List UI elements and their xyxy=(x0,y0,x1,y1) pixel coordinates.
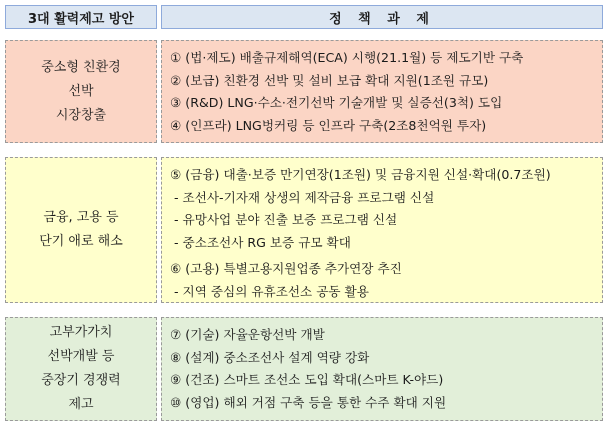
row-label-line: 단기 애로 해소 xyxy=(39,234,123,249)
row-label-line: 중장기 경쟁력 xyxy=(41,373,121,388)
row-body-long-term-competitiveness xyxy=(161,317,603,421)
header-strategy: 3대 활력제고 방안 xyxy=(5,5,157,29)
row-label-line: 중소형 친환경 xyxy=(41,59,121,75)
row-body-short-term-relief xyxy=(161,157,603,303)
policy-item: ③ (R&D) LNG·수소·전기선박 기술개발 및 실증선(3척) 도입 xyxy=(170,95,503,110)
policy-table xyxy=(5,5,603,421)
policy-item: ① (법·제도) 배출규제해역(ECA) 시행(21.1월) 등 제도기반 구축 xyxy=(170,50,524,65)
policy-subitem: - 조선사-기자재 상생의 제작금융 프로그램 신설 xyxy=(174,189,435,205)
row-label-line: 고부가가치 xyxy=(49,325,113,340)
policy-subitem: - 중소조선사 RG 보증 규모 확대 xyxy=(174,234,351,250)
row-label-line: 제고 xyxy=(68,397,94,412)
row-label-short-term-relief xyxy=(5,157,157,303)
policy-subitem: - 유망사업 분야 진출 보증 프로그램 신설 xyxy=(174,212,398,227)
policy-item: ④ (인프라) LNG벙커링 등 인프라 구축(2조8천억원 투자) xyxy=(170,117,487,133)
row-label-eco-ship-market xyxy=(5,40,157,143)
policy-item: ② (보급) 친환경 선박 및 설비 보급 확대 지원(1조원 규모) xyxy=(170,72,489,88)
row-body-eco-ship-market xyxy=(161,40,603,143)
policy-item: ⑤ (금융) 대출·보증 만기연장(1조원) 및 금융지원 신설·확대(0.7조원) xyxy=(170,167,551,182)
policy-item: ⑥ (고용) 특별고용지원업종 추가연장 추진 xyxy=(170,261,402,276)
policy-item: ⑧ (설계) 중소조선사 설계 역량 강화 xyxy=(170,349,370,365)
header-policy-tasks: 정 책 과 제 xyxy=(161,5,603,29)
policy-subitem: - 지역 중심의 유휴조선소 공동 활용 xyxy=(174,283,369,299)
row-label-line: 선박 xyxy=(68,83,94,99)
policy-item: ⑦ (기술) 자율운항선박 개발 xyxy=(170,327,325,342)
row-label-long-term-competitiveness xyxy=(5,317,157,421)
policy-item: ⑨ (건조) 스마트 조선소 도입 확대(스마트 K-야드) xyxy=(170,372,444,387)
row-label-line: 시장창출 xyxy=(55,107,107,123)
row-label-line: 선박개발 등 xyxy=(47,349,115,364)
policy-item: ⑩ (영업) 해외 거점 구축 등을 통한 수주 확대 지원 xyxy=(170,394,447,410)
row-label-line: 금융, 고용 등 xyxy=(43,210,119,225)
